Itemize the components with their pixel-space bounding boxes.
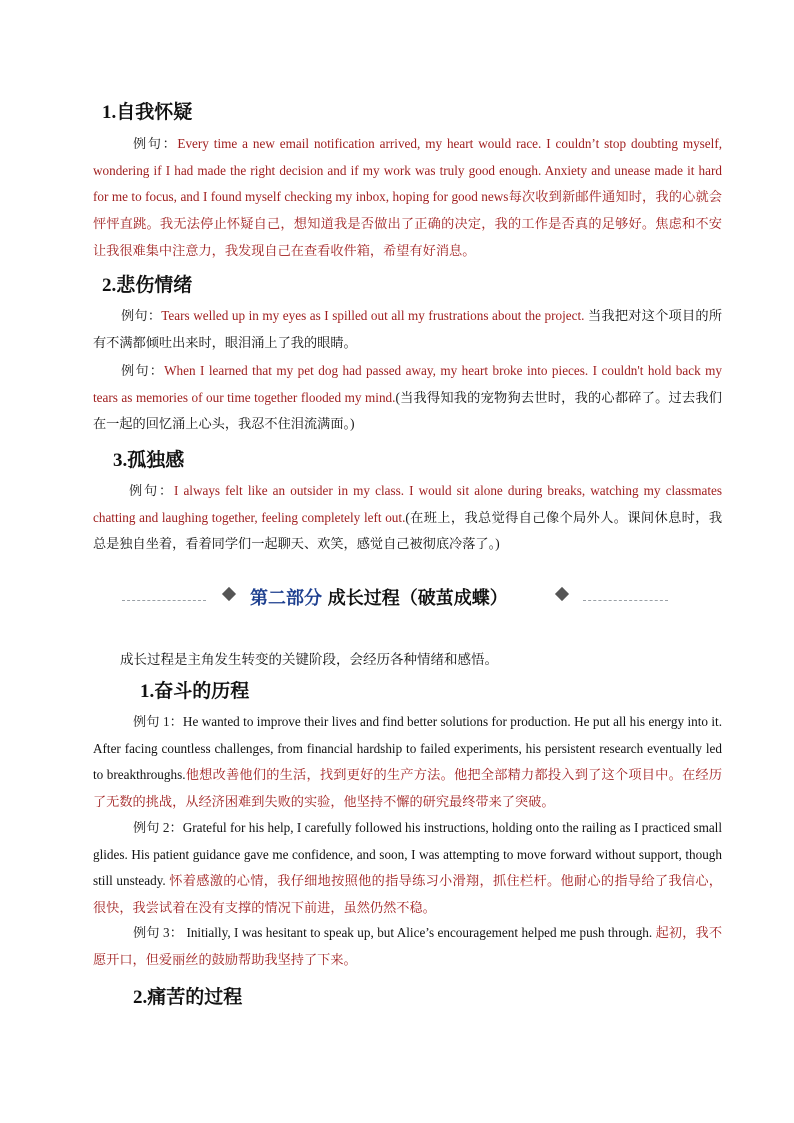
divider-line-left <box>122 600 206 601</box>
example-label: 例句： <box>121 308 162 323</box>
example-label: 例句： <box>133 136 178 151</box>
section-intro: 成长过程是主角发生转变的关键阶段，会经历各种情绪和感悟。 <box>120 652 498 668</box>
section-title <box>250 584 508 610</box>
heading-struggle <box>140 676 249 703</box>
heading-number: 2. <box>133 987 148 1008</box>
example-chinese: 他想改善他们的生活，找到更好的生产方法。他把全部精力都投入到了这个项目中。在经历了无数的挑战，从经济困难到失败的实验，他坚持不懈的研究最终带来了突破。 <box>93 767 723 810</box>
example-chinese: (在班上，我总觉得自己像个局外人。课间休息时，我总是独自坐着，看着同学们一起聊天、欢笑，感觉自己被彻底冷落了。) <box>93 509 723 552</box>
example-label: 例句 2： <box>133 820 183 835</box>
example-chinese: 当我把对这个项目的所有不满都倾吐出来时，眼泪涌上了我的眼睛。 <box>93 308 723 350</box>
example-paragraph <box>93 131 722 265</box>
heading-painful-process <box>133 982 242 1009</box>
example-english: Grateful for his help, I carefully followed his instructions, holding onto the railing as I practiced small glides. His patient guidance gave me confidence, and soon, I was attempting to move forward without support, though still unsteady. <box>93 820 723 889</box>
example-english: Initially, I was hesitant to speak up, but Alice’s encouragement helped me push through. <box>183 925 653 940</box>
example-english: When I learned that my pet dog had passed away, my heart broke into pieces. I couldn't hold back my tears as memories of our time together flooded my mind. <box>93 363 723 405</box>
heading-text: 痛苦的过程 <box>147 986 243 1008</box>
heading-text: 奋斗的历程 <box>154 680 250 702</box>
example-paragraph <box>93 478 722 558</box>
divider-line-right <box>583 600 668 601</box>
example-label: 例句 3： <box>133 925 184 940</box>
heading-text: 自我怀疑 <box>116 101 193 123</box>
heading-number: 1. <box>140 681 155 702</box>
example-paragraph <box>93 815 722 922</box>
example-paragraph <box>93 303 722 356</box>
section-part-label: 第二部分 <box>250 588 322 609</box>
example-paragraph <box>93 709 722 816</box>
heading-text: 悲伤情绪 <box>116 274 193 296</box>
example-paragraph <box>93 358 722 438</box>
example-chinese: 怀着感激的心情，我仔细地按照他的指导练习小滑翔，抓住栏杆。他耐心的指导给了我信心，很快，我尝试着在没有支撑的情况下前进，虽然仍然不稳。 <box>93 873 722 916</box>
example-english: He wanted to improve their lives and find better solutions for production. He put all his energy into it. After facing countless challenges, from financial hardship to failed experiments, his persistent research eventually led to breakthroughs. <box>93 714 723 783</box>
heading-sadness <box>102 270 192 297</box>
diamond-icon <box>222 587 236 601</box>
section-title-text: 成长过程（破茧成蝶） <box>327 588 508 609</box>
example-label: 例句： <box>129 483 174 498</box>
example-paragraph <box>93 920 722 973</box>
example-english: Tears welled up in my eyes as I spilled out all my frustrations about the project. <box>161 308 585 323</box>
example-label: 例句： <box>121 363 165 378</box>
example-chinese: (当我得知我的宠物狗去世时，我的心都碎了。过去我们在一起的回忆涌上心头，我忍不住泪流满面。) <box>93 389 722 432</box>
heading-number: 1. <box>102 102 117 123</box>
example-chinese: 每次收到新邮件通知时，我的心就会怦怦直跳。我无法停止怀疑自己，想知道我是否做出了正确的决定，我的工作是否真的足够好。焦虑和不安让我很难集中注意力，我发现自己在查看收件箱，希望有好消息。 <box>93 189 722 258</box>
example-label: 例句 1： <box>133 714 183 729</box>
example-english: I always felt like an outsider in my class. I would sit alone during breaks, watching my classmates chatting and laughing together, feeling completely left out. <box>93 483 722 525</box>
heading-text: 孤独感 <box>127 449 185 471</box>
heading-number: 2. <box>102 275 117 296</box>
heading-self-doubt <box>102 97 192 124</box>
example-english: Every time a new email notification arrived, my heart would race. I couldn’t stop doubting myself, wondering if I had made the right decision and if my work was truly good enough. Anxiety and unease made it hard for me to focus, and I found myself checking my inbox, hoping for good news <box>93 136 723 205</box>
diamond-icon <box>555 587 569 601</box>
heading-number: 3. <box>113 450 128 471</box>
example-chinese: 起初，我不愿开口，但爱丽丝的鼓励帮助我坚持了下来。 <box>93 925 723 967</box>
heading-loneliness <box>113 445 184 472</box>
